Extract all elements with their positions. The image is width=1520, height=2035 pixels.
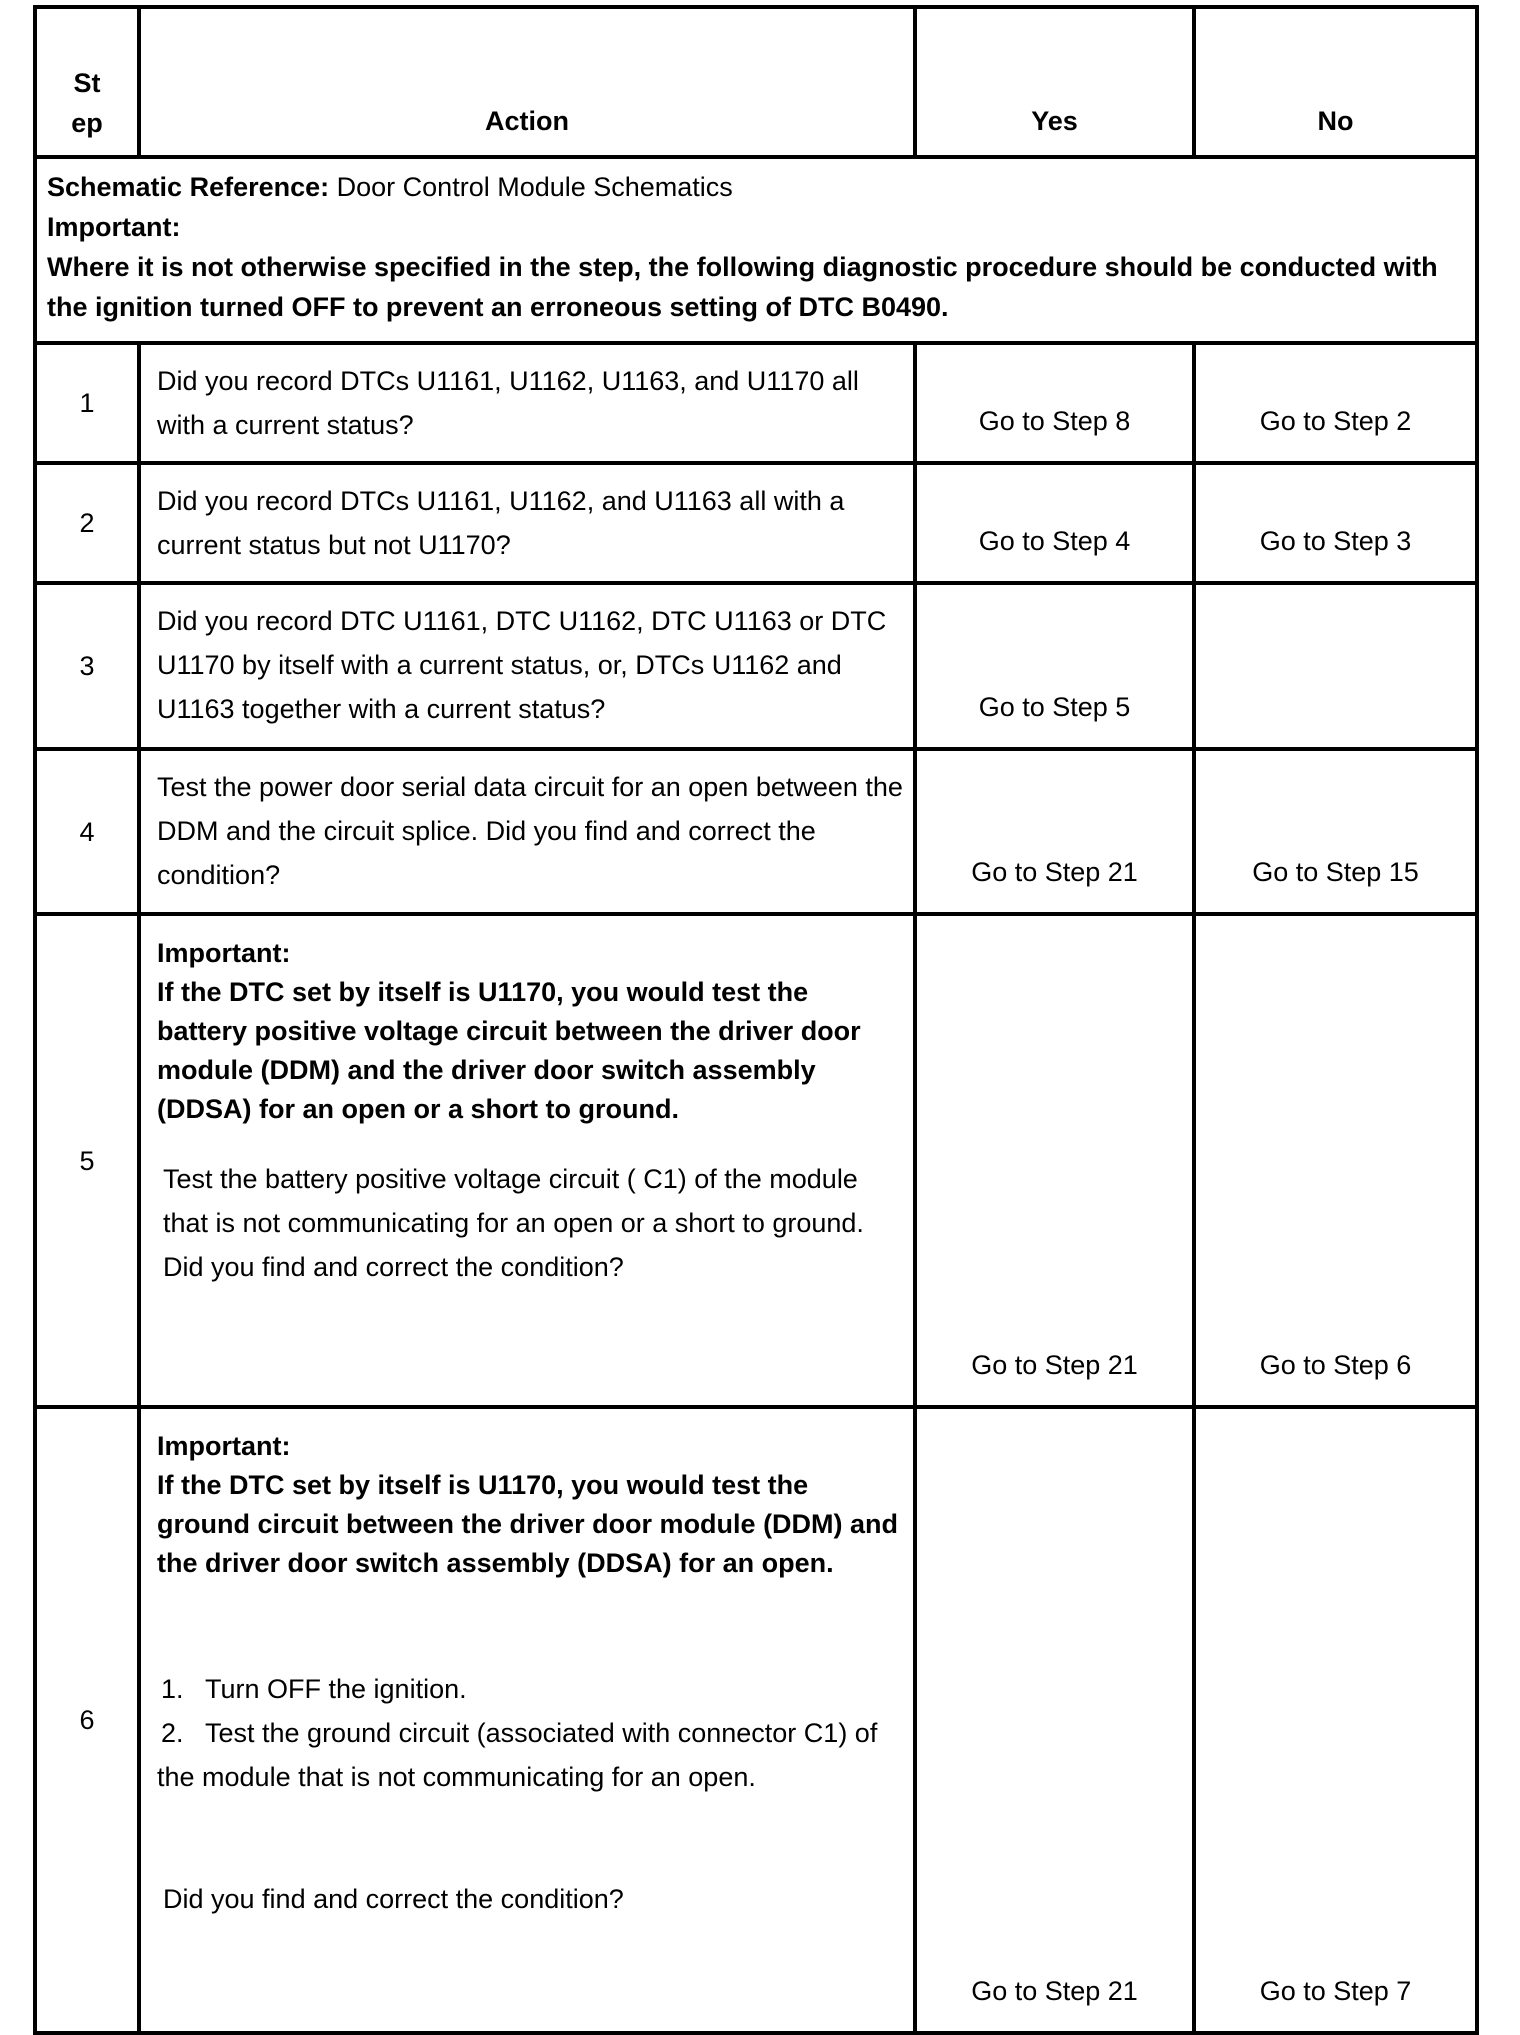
important-label: Important: [157,1431,291,1461]
important-text: If the DTC set by itself is U1170, you would test the ground circuit between the driver door module (DDM) and the driver door switch assembly (DDSA) for an open. [157,1470,899,1578]
action-text: Test the power door serial data circuit for an open between the DDM and the circuit splice. Did you find and correct the condition? [139,749,915,914]
step-number: 3 [35,583,139,749]
question-text: Did you find and correct the condition? [163,1884,624,1914]
step-number: 6 [35,1407,139,2033]
note-cell [35,157,1477,343]
action-cell [139,1407,915,2033]
spacer [157,1583,903,1667]
schematic-reference-value: Door Control Module Schematics [329,172,733,202]
list-item-text: Turn OFF the ignition. [205,1674,467,1704]
action-cell [139,914,915,1407]
header-step-label: St ep [71,68,103,138]
table-row [35,463,1477,583]
diagnostic-table [33,5,1479,2035]
diagnostic-table-sheet [33,5,1479,2006]
no-result: Go to Step 7 [1194,1407,1477,2033]
no-result: Go to Step 6 [1194,914,1477,1407]
no-result: Go to Step 2 [1194,343,1477,463]
yes-result: Go to Step 21 [915,914,1194,1407]
header-action: Action [139,7,915,157]
yes-result: Go to Step 4 [915,463,1194,583]
note-row [35,157,1477,343]
no-result: Go to Step 15 [1194,749,1477,914]
yes-result: Go to Step 21 [915,749,1194,914]
schematic-reference-label: Schematic Reference: [47,172,330,202]
spacer [157,1799,903,1877]
header-yes: Yes [915,7,1194,157]
header-row [35,7,1477,157]
action-text: Did you record DTCs U1161, U1162, and U1163 all with a current status but not U1170? [139,463,915,583]
step-number: 1 [35,343,139,463]
header-step [35,7,139,157]
note-important-text: Where it is not otherwise specified in the step, the following diagnostic procedure should be conducted with the ignition turned OFF to prevent an erroneous setting of DTC B0490. [47,252,1438,322]
schematic-reference [47,167,1465,207]
list-item [157,1711,903,1799]
table-row [35,1407,1477,2033]
list-item-text: Test the ground circuit (associated with connector C1) of the module that is not communicating for an open. [157,1718,878,1792]
important-text: If the DTC set by itself is U1170, you would test the battery positive voltage circuit between the driver door module (DDM) and the driver door switch assembly (DDSA) for an open or a short to ground. [157,977,861,1124]
table-row [35,914,1477,1407]
header-no: No [1194,7,1477,157]
step-number: 2 [35,463,139,583]
procedure-list [157,1667,903,1799]
no-result [1194,583,1477,749]
table-row [35,583,1477,749]
list-item-number: 1. [161,1674,184,1704]
table-row [35,749,1477,914]
yes-result: Go to Step 5 [915,583,1194,749]
yes-result: Go to Step 8 [915,343,1194,463]
yes-result: Go to Step 21 [915,1407,1194,2033]
table-row [35,343,1477,463]
action-text: Test the battery positive voltage circuit ( C1) of the module that is not communicating for an open or a short to ground. Did you find and correct the condition? [163,1164,864,1282]
action-text: Did you record DTC U1161, DTC U1162, DTC U1163 or DTC U1170 by itself with a current status, or, DTCs U1162 and U1163 together with a current status? [139,583,915,749]
note-important-label: Important: [47,212,181,242]
list-item [157,1667,903,1711]
step-number: 5 [35,914,139,1407]
step-number: 4 [35,749,139,914]
important-label: Important: [157,938,291,968]
list-item-number: 2. [161,1718,184,1748]
no-result: Go to Step 3 [1194,463,1477,583]
action-text: Did you record DTCs U1161, U1162, U1163, and U1170 all with a current status? [139,343,915,463]
spacer [157,1129,903,1157]
